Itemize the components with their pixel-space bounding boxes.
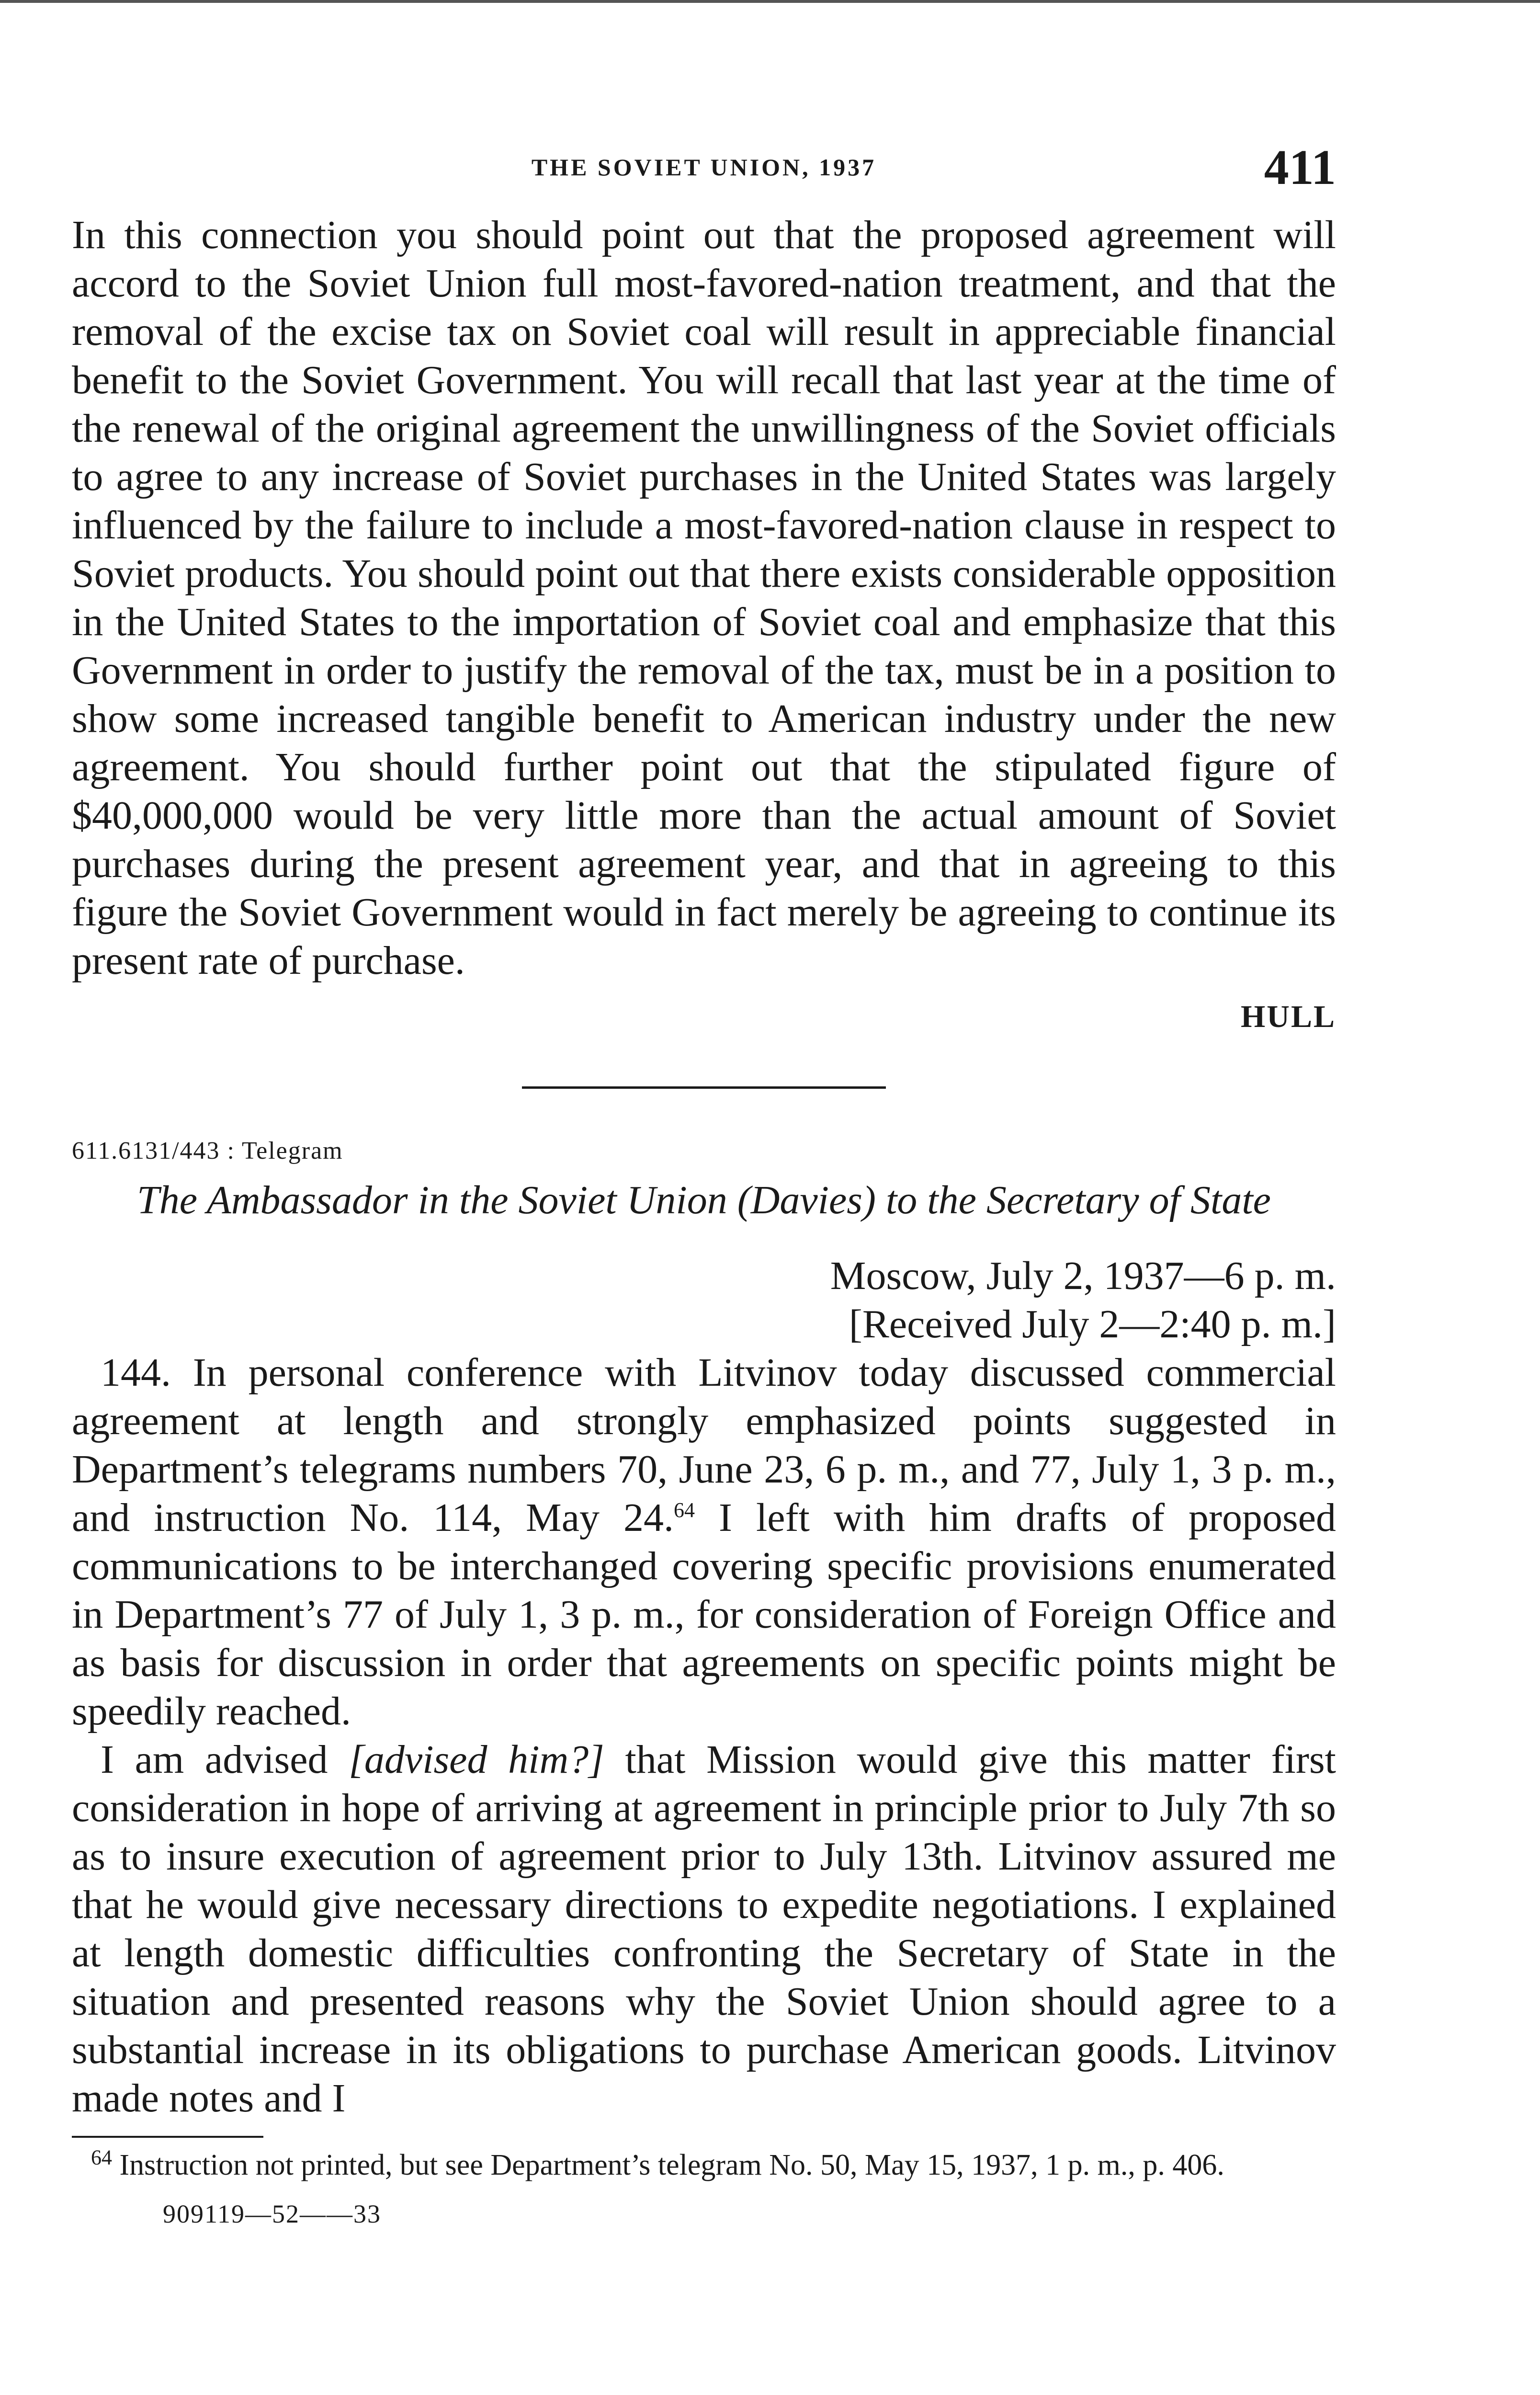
- dateline: Moscow, July 2, 1937—6 p. m.: [830, 1254, 1336, 1298]
- page-number: 411: [1264, 140, 1336, 195]
- section-separator: [522, 1086, 886, 1089]
- footnote-rule: [72, 2136, 263, 2138]
- signature-hull: HULL: [1240, 999, 1336, 1034]
- telegram-paragraph-2-rest: that Mission would give this matter first consideration in hope of arriving at agreement in principle prior to July 7th so as to insure execution of agreement prior to July 13th. Litvinov assured me that he would give necessary directions to expedite negotiations. I explained at length domestic difficulties confronting the Secretary of State in the situation and presented reasons why the Soviet Union should agree to a substantial increase in its obligations to purchase American goods. Litvinov made notes and I: [72, 1737, 1336, 2121]
- telegram-paragraph-1: [72, 1348, 1336, 1735]
- running-head: [72, 139, 1336, 211]
- telegram-paragraph-1-text: 144. In personal conference with Litvinov today discussed commercial agreement at length and strongly emphasized points suggested in Department’s telegrams numbers 70, June 23, 6 p. m., and 77, July 1, 3 p. m., and instruction No. 114, May 24.: [72, 1350, 1336, 1540]
- footnote-marker: 64: [91, 2145, 112, 2169]
- telegram-paragraph-2-start: I am advised: [101, 1737, 349, 1782]
- received-line: [Received July 2—2:40 p. m.]: [849, 1302, 1336, 1346]
- telegram-paragraph-2: [72, 1735, 1336, 2122]
- document-heading: The Ambassador in the Soviet Union (Davies) to the Secretary of State: [137, 1178, 1271, 1222]
- document-page: [72, 139, 1336, 2229]
- editorial-bracket-note: [advised him?]: [349, 1737, 604, 1782]
- footnote-text: Instruction not printed, but see Department’s telegram No. 50, May 15, 1937, 1 p. m., p. 406.: [119, 2149, 1224, 2181]
- running-title: THE SOVIET UNION, 1937: [531, 154, 877, 181]
- print-code: 909119—52——33: [163, 2200, 381, 2228]
- telegram-paragraph-1-continued: I left with him drafts of proposed communications to be interchanged covering specific provisions enumerated in Department’s 77 of July 1, 3 p. m., for consideration of Foreign Office and as basis for discussion in order that agreements on specific points might be speedily reached.: [72, 1495, 1336, 1734]
- footnote-64: [72, 2147, 1336, 2183]
- footnote-reference-64: 64: [674, 1498, 695, 1522]
- opening-paragraph: In this connection you should point out that the proposed agreement will accord to the Soviet Union full most-favored-nation treatment, and that the removal of the excise tax on Soviet coal will result in appreciable financial benefit to the Soviet Government. You will recall that last year at the time of the renewal of the original agreement the unwillingness of the Soviet officials to agree to any increase of Soviet purchases in the United States was largely influenced by the failure to include a most-favored-nation clause in respect to Soviet products. You should point out that there exists considerable opposition in the United States to the importation of Soviet coal and emphasize that this Government in order to justify the removal of the tax, must be in a position to show some increased tangible benefit to American industry under the new agreement. You should further point out that the stipulated figure of $40,000,000 would be very little more than the actual amount of Soviet purchases during the present agreement year, and that in agreeing to this figure the Soviet Government would in fact merely be agreeing to continue its present rate of purchase.: [72, 213, 1336, 983]
- file-reference: 611.6131/443 : Telegram: [72, 1137, 343, 1164]
- top-border-rule: [0, 0, 1540, 3]
